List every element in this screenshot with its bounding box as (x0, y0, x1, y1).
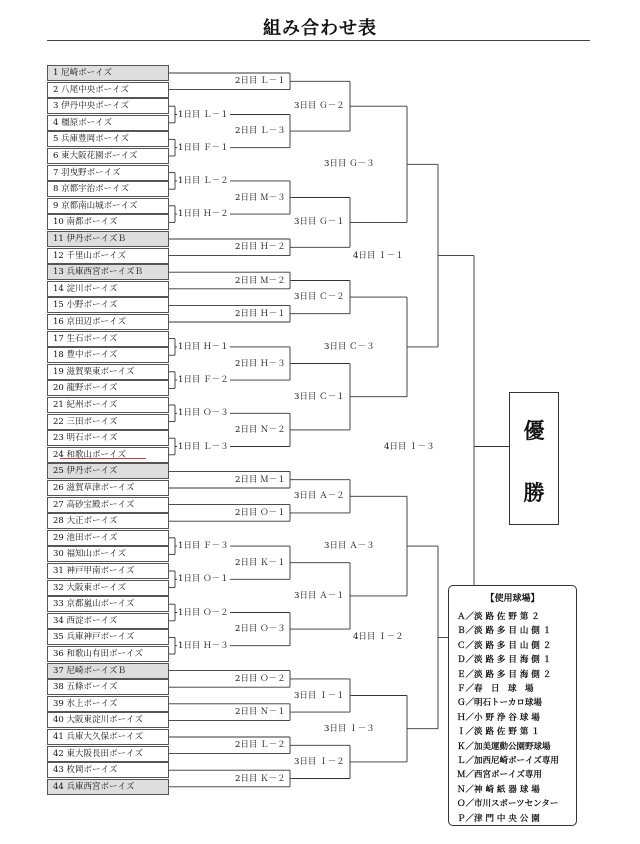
team-name: 大正ボーイズ (66, 516, 118, 527)
team-name: 京都嵐山ボーイズ (66, 599, 135, 610)
round4-match-label: 3日目 Ａ－３ (324, 541, 375, 552)
venue-legend-title: 【使用球場】 (485, 594, 540, 604)
venue-item: Ｍ／西宮ボーイズ専用 (457, 770, 542, 781)
team-entry (47, 314, 169, 330)
team-number: 7 (53, 167, 59, 178)
team-name: 枚岡ボーイズ (66, 765, 118, 776)
round2-match-label: 2日目 Ｈ－１ (235, 308, 286, 319)
round3-match-label: 3日目 Ｉ－２ (294, 756, 345, 767)
team-number: 35 (53, 632, 64, 643)
team-name: 兵庫神戸ボーイズ (66, 632, 135, 643)
round2-match-label: 2日目 Ｍ－３ (235, 192, 286, 203)
team-entry (47, 331, 169, 347)
round2-match-label: 2日目 Ｈ－３ (235, 358, 286, 369)
venue-item: Ｌ／加西尼崎ボーイズ専用 (457, 756, 559, 766)
team-number: 42 (53, 748, 64, 759)
round2-match-label: 2日目 Ｎ－１ (235, 707, 286, 718)
team-entry (47, 214, 169, 230)
team-name: 千里山ボーイズ (66, 250, 126, 261)
team-number: 37 (53, 665, 64, 676)
venue-legend (448, 585, 577, 826)
team-number: 16 (53, 317, 64, 327)
team-number: 31 (53, 566, 64, 576)
round3-match-label: 3日目 Ｉ－１ (294, 690, 345, 701)
team-entry (47, 98, 169, 114)
venue-item: Ｅ／淡 路 多 目 海 側 ２ (457, 669, 552, 680)
venue-item: Ｋ／加美運動公園野球場 (457, 741, 551, 752)
team-name: 紀州ボーイズ (66, 400, 118, 410)
team-name: 明石ボーイズ (66, 433, 118, 444)
round2-match-label: 2日目 Ｏ－１ (235, 507, 286, 518)
team-number: 43 (53, 765, 64, 776)
round3-match-label: 3日目 Ｃ－１ (294, 391, 345, 402)
round1-match-label: 1日目 Ｏ－３ (178, 408, 229, 419)
team-name: 池田ボーイズ (66, 532, 118, 543)
venue-item: Ｃ／淡 路 多 目 山 側 ２ (457, 640, 552, 651)
team-number: 5 (53, 134, 59, 145)
team-number: 32 (53, 582, 64, 593)
round3-match-label: 3日目 Ｇ－１ (294, 217, 345, 228)
round2-match-label: 2日目 Ｍ－１ (235, 474, 286, 485)
team-entry (47, 746, 169, 762)
team-name: 兵庫大久保ボーイズ (66, 732, 143, 742)
team-number: 8 (53, 184, 59, 195)
team-number: 11 (53, 234, 64, 244)
team-number: 14 (53, 283, 64, 294)
team-name: 龍野ボーイズ (66, 383, 118, 394)
team-name: 生石ボーイズ (66, 333, 118, 344)
team-number: 12 (53, 250, 64, 261)
winner-char-1: 優 (523, 418, 545, 443)
final-match-label: 4日目 Ｉ－３ (384, 441, 435, 452)
round2-match-label: 2日目 Ｈ－２ (235, 242, 286, 253)
team-number: 4 (53, 117, 59, 128)
team-entry (47, 480, 169, 496)
team-entry (47, 629, 169, 645)
team-number: 9 (53, 200, 59, 211)
team-name: 滋賀栗東ボーイズ (66, 366, 135, 377)
team-number: 28 (53, 516, 64, 527)
venue-item: Ｇ／明石トーカロ球場 (457, 698, 542, 709)
team-name: 伊丹中央ボーイズ (61, 101, 130, 112)
round2-match-label: 2日目 Ｌ－２ (235, 740, 286, 751)
team-name: 高砂宝殿ボーイズ (66, 499, 135, 510)
team-entry (47, 115, 169, 131)
team-number: 22 (53, 416, 64, 427)
team-number: 1 (53, 68, 59, 78)
team-entry (47, 530, 169, 546)
venue-item: Ｉ／淡 路 佐 野 第 １ (457, 727, 540, 738)
team-name: 和歌山ボーイズ (66, 449, 126, 460)
team-number: 15 (53, 300, 64, 311)
team-number: 13 (53, 267, 64, 278)
team-name: 兵庫西宮ボーイズ (66, 781, 135, 792)
team-entry (47, 65, 169, 81)
team-name: 西淀ボーイズ (66, 615, 118, 626)
venue-item: Ａ／淡 路 佐 野 第 ２ (457, 612, 540, 622)
round2-match-label: 2日目 Ｌ－１ (235, 76, 286, 87)
round1-match-label: 1日目 Ｈ－１ (178, 341, 229, 352)
round4-match-label: 3日目 Ｉ－３ (324, 723, 375, 734)
round4-match-label: 3日目 Ｃ－３ (324, 341, 375, 352)
team-number: 17 (53, 333, 64, 344)
team-number: 2 (53, 84, 59, 95)
team-entry (47, 613, 169, 629)
team-entry (47, 82, 169, 98)
team-number: 36 (53, 649, 64, 659)
round2-match-label: 2日目 Ｏ－２ (235, 673, 286, 684)
team-name: 小野ボーイズ (66, 300, 118, 311)
team-entry (47, 663, 169, 679)
round3-match-label: 3日目 Ａ－１ (294, 590, 345, 601)
team-name: 豊中ボーイズ (66, 350, 118, 361)
team-name: 八尾中央ボーイズ (61, 84, 130, 95)
team-name: 京都南山城ボーイズ (61, 200, 138, 211)
team-number: 18 (53, 350, 64, 361)
team-entry (47, 696, 169, 712)
team-number: 41 (53, 732, 64, 742)
round2-match-label: 2日目 Ｌ－３ (235, 126, 286, 137)
team-name: 東大阪長田ボーイズ (66, 748, 143, 759)
team-entry (47, 646, 169, 662)
team-name: 伊丹ボーイズＢ (66, 234, 126, 244)
round2-match-label: 2日目 Ｋ－１ (235, 557, 286, 568)
team-entry (47, 131, 169, 147)
team-entry (47, 181, 169, 197)
team-name: 京田辺ボーイズ (66, 317, 126, 327)
team-number: 26 (53, 483, 64, 493)
team-entry (47, 463, 169, 479)
round1-match-label: 1日目 Ｈ－３ (178, 640, 229, 651)
team-name: 羽曳野ボーイズ (61, 167, 121, 178)
team-name: 橿原ボーイズ (61, 117, 113, 128)
round1-match-label: 1日目 Ｏ－１ (178, 574, 229, 585)
team-name: 福知山ボーイズ (66, 549, 126, 560)
team-entry (47, 563, 169, 579)
team-name: 尼崎ボーイズＢ (66, 665, 126, 676)
team-entry (47, 712, 169, 728)
round1-match-label: 1日目 Ｆ－２ (178, 375, 229, 386)
round3-match-label: 3日目 Ｇ－２ (294, 101, 345, 112)
team-name: 淀川ボーイズ (66, 283, 118, 294)
team-number: 23 (53, 433, 64, 444)
team-entry (47, 447, 169, 463)
team-name: 南都ボーイズ (66, 217, 118, 228)
team-name: 兵庫豊岡ボーイズ (61, 134, 130, 145)
round5-match-label: 4日目 Ｉ－１ (353, 250, 404, 261)
team-number: 40 (53, 715, 64, 726)
team-entry (47, 779, 169, 795)
round5-match-label: 4日目 Ｉ－２ (353, 632, 404, 643)
team-name: 三田ボーイズ (66, 416, 118, 427)
team-entry (47, 297, 169, 313)
team-entry (47, 248, 169, 264)
team-number: 21 (53, 400, 64, 410)
team-name: 神戸甲南ボーイズ (66, 566, 135, 576)
page-title: 組み合わせ表 (263, 18, 377, 39)
team-name: 大阪東淀川ボーイズ (66, 715, 143, 726)
team-entry (47, 430, 169, 446)
round2-match-label: 2日目 Ｏ－３ (235, 624, 286, 635)
team-entry (47, 148, 169, 164)
team-name: 和歌山有田ボーイズ (66, 649, 143, 659)
team-number: 30 (53, 549, 64, 560)
round1-match-label: 1日目 Ｌ－２ (178, 175, 229, 186)
team-entry (47, 596, 169, 612)
team-entry (47, 364, 169, 380)
team-entry (47, 762, 169, 778)
venue-item: Ｈ／小 野 浄 谷 球 場 (457, 712, 540, 723)
team-entry (47, 679, 169, 695)
team-entry (47, 546, 169, 562)
team-number: 29 (53, 532, 64, 543)
team-number: 3 (53, 101, 59, 112)
team-name: 京都宇治ボーイズ (61, 184, 130, 195)
team-number: 34 (53, 615, 64, 626)
team-entry (47, 165, 169, 181)
team-number: 20 (53, 383, 64, 394)
team-entry (47, 198, 169, 214)
team-number: 39 (53, 698, 64, 709)
team-entry (47, 347, 169, 363)
team-entry (47, 380, 169, 396)
team-number: 19 (53, 366, 64, 377)
round1-match-label: 1日目 Ｌ－１ (178, 109, 229, 120)
team-name: 大阪東ボーイズ (66, 582, 126, 593)
team-number: 44 (53, 781, 64, 792)
round3-match-label: 3日目 Ｃ－２ (294, 292, 345, 303)
team-name: 氷上ボーイズ (66, 698, 118, 709)
team-number: 6 (53, 151, 59, 161)
venue-item: Ｂ／淡 路 多 目 山 側 １ (457, 626, 552, 637)
team-number: 27 (53, 499, 64, 510)
team-entry (47, 729, 169, 745)
team-entry (47, 397, 169, 413)
round1-match-label: 1日目 Ｆ－１ (178, 142, 229, 153)
team-entry (47, 497, 169, 513)
round1-match-label: 1日目 Ｏ－２ (178, 607, 229, 618)
round2-match-label: 2日目 Ｎ－２ (235, 424, 286, 435)
team-name: 尼崎ボーイズ (61, 68, 113, 78)
round1-match-label: 1日目 Ｆ－３ (178, 541, 229, 552)
team-name: 滋賀草津ボーイズ (66, 483, 135, 493)
venue-item: Ｄ／淡 路 多 目 海 側 １ (457, 655, 552, 666)
venue-item: Ｐ／津 門 中 央 公 園 (457, 813, 540, 824)
team-name: 伊丹ボーイズ (66, 466, 118, 477)
venue-item: Ｆ／春 日 球 場 (457, 684, 534, 694)
team-entry (47, 231, 169, 247)
team-entry (47, 281, 169, 297)
team-number: 25 (53, 466, 64, 477)
team-entry (47, 513, 169, 529)
venue-item: Ｏ／市川スポーツセンター (457, 799, 559, 810)
winner-char-2: 勝 (523, 480, 545, 505)
team-entry (47, 414, 169, 430)
team-number: 24 (53, 449, 64, 460)
winner-box (509, 392, 559, 525)
team-number: 33 (53, 599, 64, 610)
team-name: 兵庫西宮ボーイズＢ (66, 267, 143, 278)
team-name: 五條ボーイズ (66, 682, 118, 693)
team-name: 東大阪花園ボーイズ (61, 151, 138, 161)
venue-item: Ｎ／神 崎 紙 器 球 場 (457, 784, 540, 795)
round2-match-label: 2日目 Ｋ－２ (235, 773, 286, 784)
team-entry (47, 580, 169, 596)
team-number: 10 (53, 217, 64, 228)
round1-match-label: 1日目 Ｌ－３ (178, 441, 229, 452)
round1-match-label: 1日目 Ｈ－２ (178, 209, 229, 220)
team-number: 38 (53, 682, 64, 693)
round3-match-label: 3日目 Ａ－２ (294, 491, 345, 502)
team-entry (47, 264, 169, 280)
round4-match-label: 3日目 Ｇ－３ (324, 159, 375, 170)
red-underline-mark (60, 458, 146, 459)
round2-match-label: 2日目 Ｍ－２ (235, 275, 286, 286)
